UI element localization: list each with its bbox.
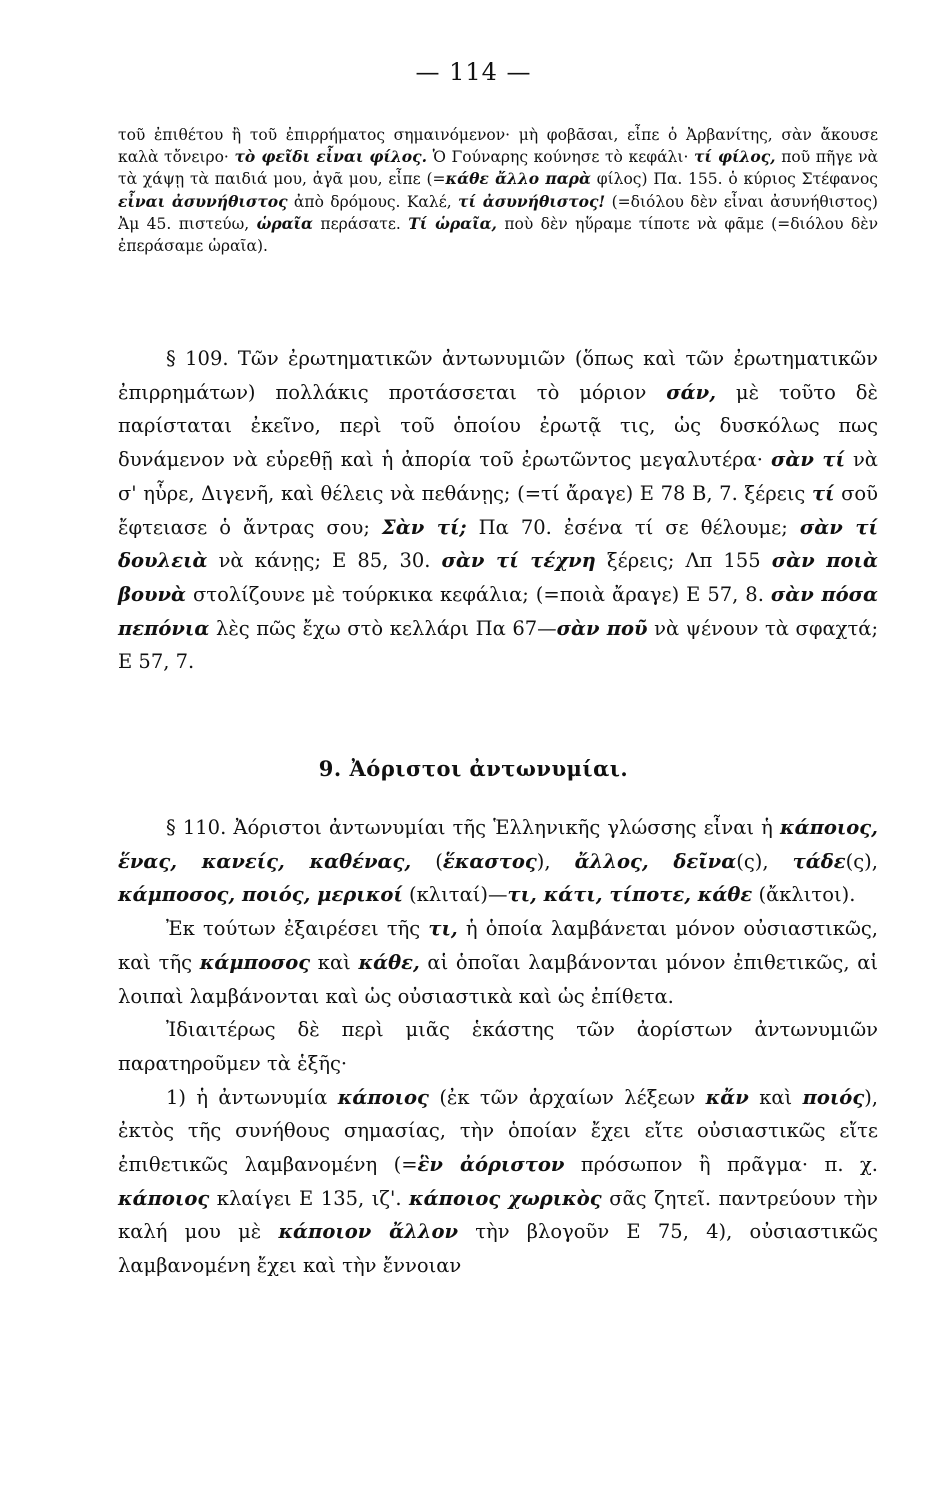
emphasis: σὰν ποιὰ βουνὰ — [118, 549, 878, 606]
emphasis: σὰν τί — [770, 448, 845, 472]
text: ἀπὸ δρόμους. Καλέ, — [293, 192, 452, 211]
section-110 — [118, 811, 878, 1283]
text: ἡ ὁποία λαμβάνεται μόνον οὐσιαστικῶς, καὶ τῆς — [118, 917, 878, 974]
text: στολίζουνε μὲ τούρκικα κεφάλια; (=ποιὰ ἄραγε) Ε 57, 8. — [192, 582, 764, 606]
emphasis: τί ἀσυνήθιστος! — [458, 191, 606, 211]
paragraph — [118, 811, 878, 912]
emphasis: τὸ φεῖδι εἶναι φίλος. — [234, 147, 427, 167]
text: πρόσωπον ἢ πρᾶγμα· π. χ. — [580, 1153, 879, 1177]
emphasis: σὰν πόσα πεπόνια — [118, 582, 878, 640]
emphasis: κάποιος, ἕνας, κανείς, καθένας, — [118, 816, 878, 873]
text: καὶ — [759, 1085, 793, 1109]
emphasis: Τί ὡραῖα, — [408, 213, 497, 233]
emphasis: ἄλλος, δεῖνα — [574, 849, 737, 873]
emphasis: κἄν — [705, 1085, 749, 1109]
emphasis: σὰν ποῦ — [556, 616, 648, 640]
text: τοῦ ἐπιθέτου ἢ τοῦ ἐπιρρήματος σημαινόμενον· μὴ φοβᾶσαι, εἶπε ὁ Ἀρβανίτης, σὰν ἄκουσε καλὰ τὄνειρο· — [118, 126, 878, 167]
emphasis: τί φίλος, — [694, 147, 776, 167]
emphasis: ἓν ἀόριστον — [417, 1153, 565, 1177]
text: αἱ ὁποῖαι λαμβάνονται μόνον ἐπιθετικῶς, αἱ λοιπαὶ λαμβάνονται καὶ ὡς οὐσιαστικὰ καὶ ὡς ἐπίθετα. — [118, 950, 879, 1008]
section-109 — [118, 342, 878, 679]
text: (κλιταί)— — [408, 883, 508, 907]
text: νὰ ψένουν τὰ σφαχτά; Ε 57, 7. — [118, 616, 879, 674]
emphasis: κάποιον ἄλλον — [278, 1220, 458, 1244]
emphasis: κάμποσος, ποιός, μερικοί — [118, 883, 403, 907]
text: ), ἐκτὸς τῆς συνήθους σημασίας, τὴν ὁποίαν ἔχει εἴτε οὐσιαστικῶς εἴτε ἐπιθετικῶς λαμβανομένη (= — [118, 1085, 879, 1177]
emphasis: κάθε, — [358, 950, 420, 974]
continuation-paragraph — [118, 124, 878, 257]
text: ποὺ δὲν ηὕραμε τίποτε νὰ φᾶμε (=διόλου δὲν ἐπεράσαμε ὡραῖα). — [118, 214, 879, 256]
text: μὲ τοῦτο δὲ παρίσταται ἐκεῖνο, περὶ τοῦ ὁποίου ἐρωτᾷ τις, ὡς δυσκόλως πως δυνάμενον νὰ εὑρεθῇ καὶ ἡ ἀπορία τοῦ ἐρωτῶντος μεγαλυτέρα· — [118, 380, 878, 472]
text: νὰ κάνῃς; Ε 85, 30. — [218, 549, 431, 573]
emphasis: Σὰν τί; — [381, 515, 467, 539]
text: ), — [536, 849, 551, 873]
emphasis: σὰν τί τέχνη — [441, 549, 596, 573]
emphasis: κάποιος — [337, 1085, 429, 1109]
text: σοῦ ἔφτειασε ὁ ἄντρας σου; — [118, 481, 878, 539]
page-number: — 114 — — [415, 58, 532, 86]
paragraph — [118, 1081, 878, 1283]
text: (ἐκ τῶν ἀρχαίων λέξεων — [439, 1085, 696, 1109]
text: Ὁ Γούναρης κούνησε τὸ κεφάλι· — [432, 148, 689, 167]
emphasis: σὰν τί δουλειὰ — [118, 515, 878, 573]
text: νὰ σ' ηὗρε, Διγενῆ, καὶ θέλεις νὰ πεθάνῃς; (=τί ἄραγε) Ε 78 Β, 7. ξέρεις — [118, 448, 878, 505]
emphasis: τι, — [428, 917, 458, 941]
text: περάσατε. — [320, 214, 401, 233]
emphasis: κάμποσος — [199, 950, 311, 974]
text: Πα 70. ἐσένα τί σε θέλουμε; — [478, 515, 788, 539]
text: 1) ἡ ἀντωνυμία — [166, 1085, 328, 1109]
text: ( — [435, 849, 443, 873]
text: (ἄκλιτοι). — [758, 883, 856, 907]
emphasis: σάν, — [666, 380, 716, 404]
text: (ς), — [845, 849, 878, 873]
text: (=διόλου δὲν εἶναι ἀσυνήθιστος) Ἀμ 45. πιστεύω, — [118, 192, 878, 233]
emphasis: εἶναι ἀσυνήθιστος — [118, 191, 288, 211]
emphasis: κάποιος — [118, 1186, 210, 1210]
text: σᾶς ζητεῖ. παντρεύουν τὴν καλή μου μὲ — [118, 1186, 878, 1244]
text: καὶ — [317, 950, 351, 974]
text: κλαίγει Ε 135, ιζ'. — [216, 1186, 402, 1210]
text: ποῦ πῆγε νὰ τὰ χάψῃ τὰ παιδιά μου, ἀγᾶ μου, εἶπε (= — [118, 148, 879, 189]
paragraph — [118, 1013, 878, 1080]
text: ξέρεις; Λπ 155 — [606, 549, 761, 573]
emphasis: τί — [811, 481, 835, 505]
text: § 109. Τῶν ἐρωτηματικῶν ἀντωνυμιῶν (ὅπως καὶ τῶν ἐρωτηματικῶν ἐπιρρημάτων) πολλάκις προτάσσεται τὸ μόριον — [118, 347, 878, 404]
text: λὲς πῶς ἔχω στὸ κελλάρι Πα 67— — [215, 616, 557, 640]
emphasis: τάδε — [792, 849, 846, 873]
emphasis: κάθε ἄλλο παρὰ — [445, 169, 591, 189]
text: Ἰδιαιτέρως δὲ περὶ μιᾶς ἑκάστης τῶν ἀορίστων ἀντωνυμιῶν παρατηροῦμεν τὰ ἑξῆς· — [118, 1018, 878, 1075]
emphasis: ὡραῖα — [256, 213, 313, 233]
text: (ς), — [736, 849, 769, 873]
emphasis: κάποιος χωρικὸς — [409, 1186, 602, 1210]
emphasis: ἕκαστος — [442, 849, 537, 873]
text: § 110. Ἀόριστοι ἀντωνυμίαι τῆς Ἑλληνικῆς γλώσσης εἶναι ἡ — [166, 816, 773, 839]
text: Ἐκ τούτων ἐξαιρέσει τῆς — [166, 917, 421, 941]
section-heading: 9. Ἀόριστοι ἀντωνυμίαι. — [318, 756, 629, 781]
paragraph — [118, 912, 878, 1013]
emphasis: ποιός — [802, 1085, 865, 1109]
text: τὴν βλογοῦν Ε 75, 4), οὐσιαστικῶς λαμβανομένη ἔχει καὶ τὴν ἔννοιαν — [118, 1220, 878, 1278]
text: φίλος) Πα. 155. ὁ κύριος Στέφανος — [596, 170, 878, 189]
emphasis: τι, κάτι, τίποτε, κάθε — [507, 883, 753, 907]
